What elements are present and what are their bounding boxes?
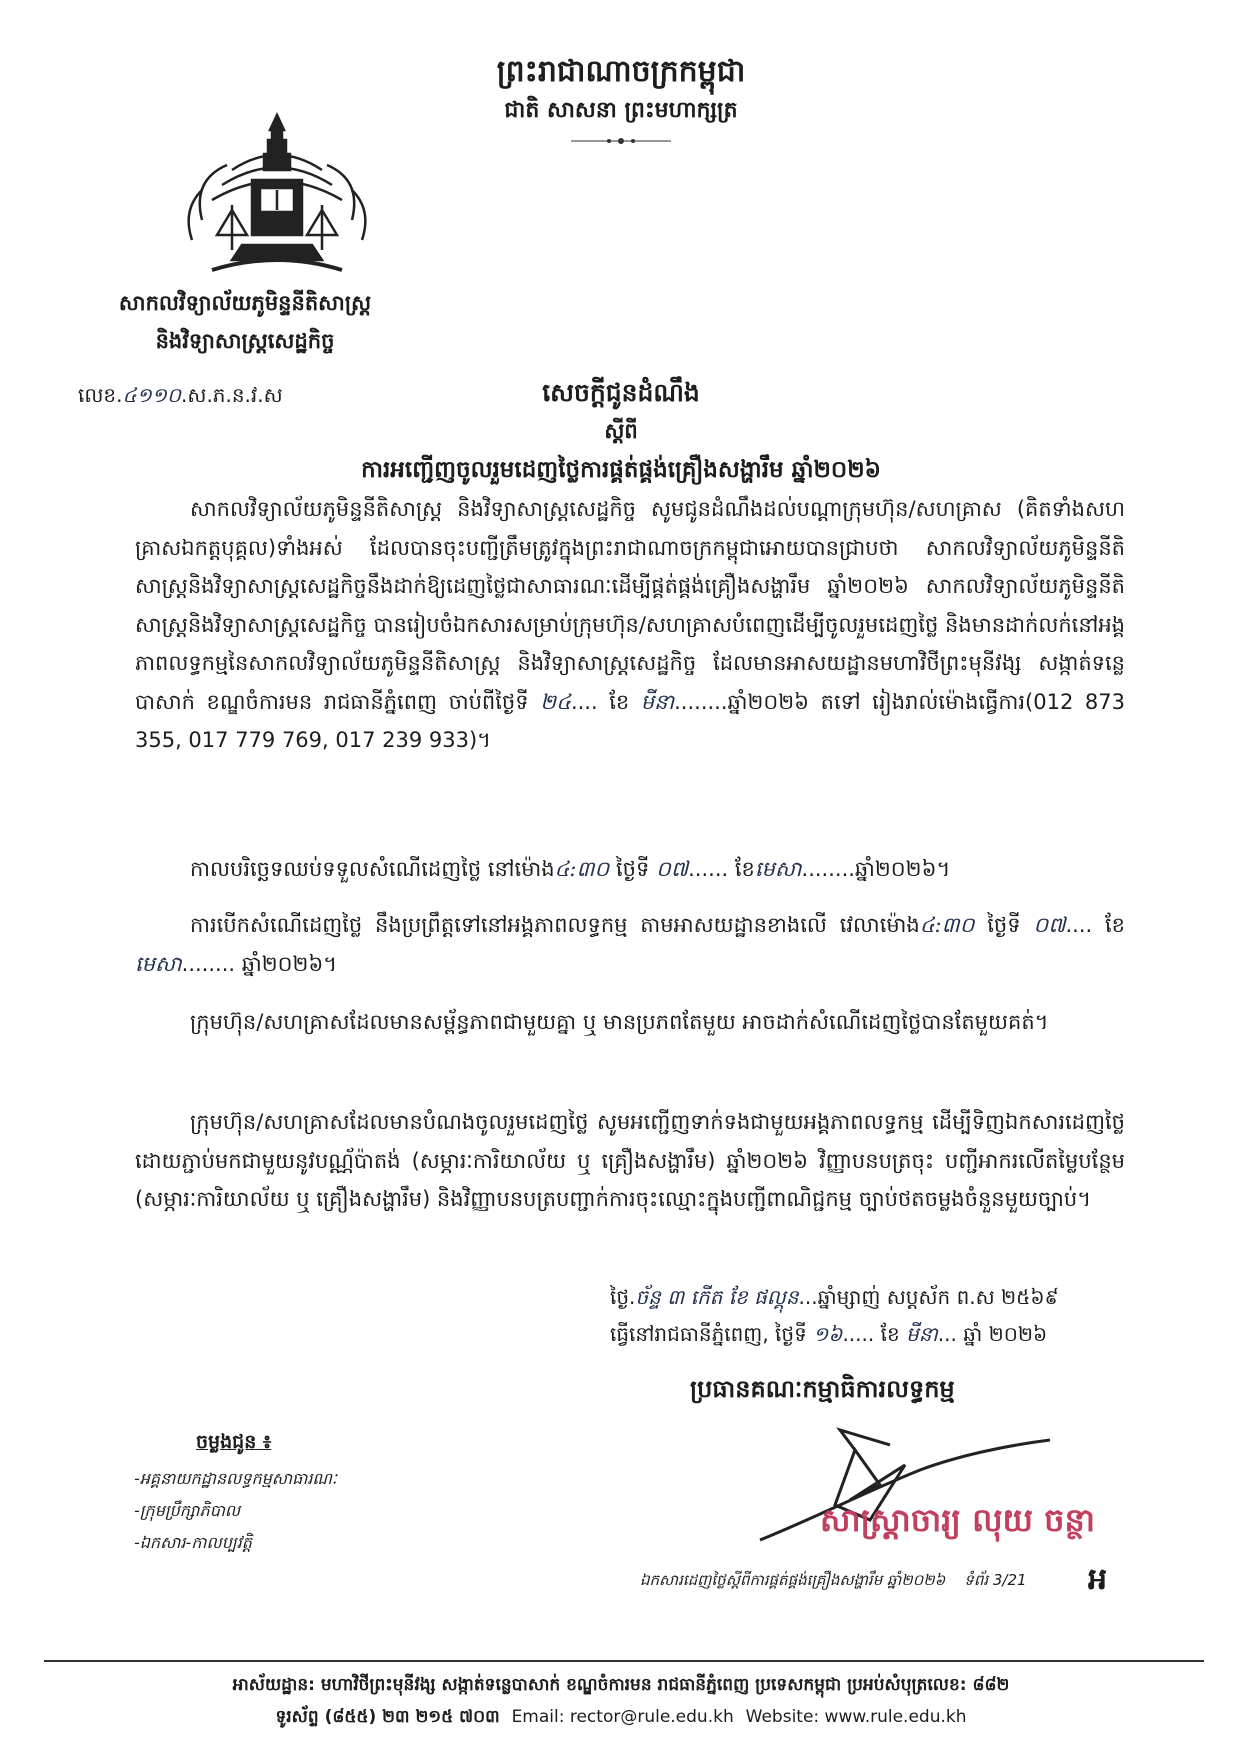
place-tail: ឆ្នាំ ២០២៦ [963,1322,1048,1346]
reference-suffix: .ស.ភ.ន.វ.ស [181,383,283,407]
footer-website: Website: www.rule.edu.kh [745,1707,967,1727]
lunar-tail: ឆ្នាំម្សាញ់ សប្តស័ក ព.ស ២៥៦៩ [817,1285,1059,1309]
reference-handwritten-number: ៤១១០ [122,383,182,407]
deadline-tail: ឆ្នាំ២០២៦។ [854,857,951,881]
footer-email: Email: rector@rule.edu.kh [511,1707,734,1727]
paragraph-documents: ក្រុមហ៊ុន/សហគ្រាសដែលមានបំណងចូលរួមដេញថ្លៃ សូមអញ្ជើញទាក់ទងជាមួយអង្គភាពលទ្ធកម្ម ដើម្បីទិញឯកសារដេញថ្លៃ ដោយភ្ជាប់មកជាមួយនូវបណ្ណ័ប៉ាតង់ (សម្ភារៈការិយាល័យ ឬ គ្រឿងសង្ហារឹម) ឆ្នាំ២០២៦ វិញ្ញាបនបត្រចុះ បញ្ជីអាករលើតម្លៃបន្ថែម (សម្ភារៈការិយាល័យ ឬ គ្រឿងសង្ហារឹម) និងវិញ្ញាបនបត្របញ្ជាក់ការចុះឈ្មោះក្នុងបញ្ជីពាណិជ្ជកម្ម ច្បាប់ថតចម្លងចំនួនមួយច្បាប់។ [135,1110,1125,1211]
deadline-time-handwritten: ៤:៣០ [554,857,610,881]
lunar-date: ថ្ងៃ.ច័ន្ទ ៣ កើត ខែ ផល្គុន...ឆ្នាំម្សាញ់ សប្តស័ក ព.ស ២៥៦៩ [610,1285,1059,1309]
footnote-text: ឯកសារដេញថ្លៃស្តីពីការផ្គត់ផ្គង់គ្រឿងសង្ហារឹម ឆ្នាំ២០២៦ [640,1571,946,1589]
page-number: ទំព័រ 3/21 [964,1571,1027,1589]
kingdom-title: ព្រះរាជាណាចក្រកម្ពុជា [496,54,746,89]
cc-item: -ក្រុមប្រឹក្សាភិបាល [134,1501,241,1520]
page-initial-mark: អ [1088,1562,1108,1597]
paragraph-opening: ការបើកសំណើដេញថ្លៃ នឹងប្រព្រឹត្តទៅនៅអង្គភាពលទ្ធកម្ម តាមអាសយដ្ឋានខាងលើ វេលាម៉ោង៤:៣០ ថ្ងៃទី ០៧.... ខែ មេសា........ ឆ្នាំ២០២៦។ [135,913,1125,976]
signatory-title: ប្រធានគណៈកម្មាធិការលទ្ធកម្ម [690,1375,955,1403]
notice-title: សេចក្តីជូនដំណឹង [542,378,700,407]
footer-phone: ទូរស័ព្ទ (៨៥៥) ២៣ ២១៥ ៧០៣ [275,1707,500,1727]
signatory-name: សាស្ត្រាចារ្យ លុយ ចន្ថា [820,1501,1095,1539]
opening-month-label: ខែ [1104,913,1125,937]
lunar-prefix: ថ្ងៃ. [610,1285,636,1309]
sender-name-line1: សាកលវិទ្យាល័យភូមិន្ទនីតិសាស្ត្រ [118,291,372,315]
document-footnote [640,1571,1027,1593]
paragraph-affiliation: ក្រុមហ៊ុន/សហគ្រាសដែលមានសម្ព័ន្ធភាពជាមួយគ្នា ឬ មានប្រភពតែមួយ អាចដាក់សំណើដេញថ្លៃបានតែមួយគត់។ [190,1010,1049,1034]
place-month-handwritten: មីនា [906,1322,938,1346]
opening-tail: ឆ្នាំ២០២៦។ [241,951,338,976]
reference-prefix: លេខ. [78,383,123,407]
paragraph-deadline: កាលបរិច្ឆេទឈប់ទទួលសំណើដេញថ្លៃ នៅម៉ោង៤:៣០ ថ្ងៃទី ០៧...... ខែមេសា........ឆ្នាំ២០២៦។ [190,857,951,881]
opening-day-label: ថ្ងៃទី [987,913,1021,937]
footer-divider [44,1660,1204,1662]
opening-time-handwritten: ៤:៣០ [919,913,975,937]
place-month-label: ខែ [880,1322,900,1346]
footer-address: អាស័យដ្ឋាន: មហាវិថីព្រះមុនីវង្ស សង្កាត់ទន្លេបាសាក់ ខណ្ឌចំការមន រាជធានីភ្នំពេញ ប្រទេសកម្ពុជា ប្រអប់សំបុត្រលេខ: ៨៨២ [232,1675,1010,1695]
lunar-date-handwritten: ច័ន្ទ ៣ កើត ខែ ផល្គុន [635,1285,799,1309]
deadline-text: កាលបរិច្ឆេទឈប់ទទួលសំណើដេញថ្លៃ នៅម៉ោង [190,857,555,881]
deadline-day-handwritten: ០៧ [656,857,689,881]
start-month-label: ខែ [609,689,630,714]
intro-tail: ឆ្នាំ២០២៦ តទៅ រៀងរាល់ម៉ោងធ្វើការ(012 873 355, 017 779 769, 017 239 933)។ [135,689,1125,752]
notice-about: ស្តីពី [604,419,638,443]
ornament-divider [571,137,671,145]
cc-item: -អគ្គនាយកដ្ឋានលទ្ធកម្មសាធារណៈ [134,1469,337,1488]
place-date: ធ្វើនៅរាជធានីភ្នំពេញ, ថ្ងៃទី ១៦..... ខែ មីនា... ឆ្នាំ ២០២៦ [610,1322,1048,1346]
notice-subject: ការអញ្ជើញចូលរួមដេញថ្លៃការផ្គត់ផ្គង់គ្រឿងសង្ហារឹម ឆ្នាំ២០២៦ [361,457,881,483]
university-emblem-icon [172,110,382,285]
place-prefix: ធ្វើនៅរាជធានីភ្នំពេញ, ថ្ងៃទី [610,1322,807,1346]
cc-title: ចម្លងជូន ៖ [196,1431,272,1453]
place-day-handwritten: ១៦ [813,1322,843,1346]
sender-name-line2: និងវិទ្យាសាស្ត្រសេដ្ឋកិច្ច [155,329,335,353]
start-day-handwritten: ២៤ [540,689,571,714]
deadline-day-label: ថ្ងៃទី [616,857,650,881]
opening-day-handwritten: ០៧ [1033,913,1066,937]
cc-item: -ឯកសារ-កាលប្បវត្តិ [134,1533,252,1552]
national-motto: ជាតិ សាសនា ព្រះមហាក្សត្រ [504,98,738,123]
opening-month-handwritten: មេសា [135,951,182,976]
intro-text: សាកលវិទ្យាល័យភូមិន្ទនីតិសាស្ត្រ និងវិទ្យាសាស្ត្រសេដ្ឋកិច្ច សូមជូនដំណឹងដល់បណ្តាក្រុមហ៊ុន/សហគ្រាស (គិតទាំងសហគ្រាសឯកត្តបុគ្គល)ទាំងអស់ ដែលបានចុះបញ្ជីត្រឹមត្រូវក្នុងព្រះរាជាណាចក្រកម្ពុជាអោយបានជ្រាបថា សាកលវិទ្យាល័យភូមិន្ទនីតិសាស្ត្រនិងវិទ្យាសាស្ត្រសេដ្ឋកិច្ចនឹងដាក់ឱ្យដេញថ្លៃជាសាធារណៈដើម្បីផ្គត់ផ្គង់គ្រឿងសង្ហារឹម ឆ្នាំ២០២៦ សាកលវិទ្យាល័យភូមិន្ទនីតិសាស្ត្រនិងវិទ្យាសាស្ត្រសេដ្ឋកិច្ច បានរៀបចំឯកសារសម្រាប់ក្រុមហ៊ុន/សហគ្រាសបំពេញដើម្បីចូលរួមដេញថ្លៃ និងមានដាក់លក់នៅអង្គភាពលទ្ធកម្មនៃសាកលវិទ្យាល័យភូមិន្ទនីតិសាស្ត្រ និងវិទ្យាសាស្ត្រសេដ្ឋកិច្ច ដែលមានអាសយដ្ឋានមហាវិថីព្រះមុនីវង្ស សង្កាត់ទន្លេបាសាក់ ខណ្ឌចំការមន រាជធានីភ្នំពេញ ចាប់ពីថ្ងៃទី [135,497,1125,714]
deadline-month-label: ខែ [734,857,755,881]
opening-text: ការបើកសំណើដេញថ្លៃ នឹងប្រព្រឹត្តទៅនៅអង្គភាពលទ្ធកម្ម តាមអាសយដ្ឋានខាងលើ វេលាម៉ោង [190,913,920,937]
paragraph-intro: សាកលវិទ្យាល័យភូមិន្ទនីតិសាស្ត្រ និងវិទ្យាសាស្ត្រសេដ្ឋកិច្ច សូមជូនដំណឹងដល់បណ្តាក្រុមហ៊ុន/សហគ្រាស (គិតទាំងសហគ្រាសឯកត្តបុគ្គល)ទាំងអស់ ដែលបានចុះបញ្ជីត្រឹមត្រូវក្នុងព្រះរាជាណាចក្រកម្ពុជាអោយបានជ្រាបថា សាកលវិទ្យាល័យភូមិន្ទនីតិសាស្ត្រនិងវិទ្យាសាស្ត្រសេដ្ឋកិច្ចនឹងដាក់ឱ្យដេញថ្លៃជាសាធារណៈដើម្បីផ្គត់ផ្គង់គ្រឿងសង្ហារឹម ឆ្នាំ២០២៦ សាកលវិទ្យាល័យភូមិន្ទនីតិសាស្ត្រនិងវិទ្យាសាស្ត្រសេដ្ឋកិច្ច បានរៀបចំឯកសារសម្រាប់ក្រុមហ៊ុន/សហគ្រាសបំពេញដើម្បីចូលរួមដេញថ្លៃ និងមានដាក់លក់នៅអង្គភាពលទ្ធកម្មនៃសាកលវិទ្យាល័យភូមិន្ទនីតិសាស្ត្រ និងវិទ្យាសាស្ត្រសេដ្ឋកិច្ច ដែលមានអាសយដ្ឋានមហាវិថីព្រះមុនីវង្ស សង្កាត់ទន្លេបាសាក់ ខណ្ឌចំការមន រាជធានីភ្នំពេញ ចាប់ពីថ្ងៃទី ២៤.... ខែ មីនា........ឆ្នាំ២០២៦ តទៅ រៀងរាល់ម៉ោងធ្វើការ(012 873 355, 017 779 769, 017 239 933)។ [135,497,1125,752]
start-month-handwritten: មីនា [640,689,675,714]
deadline-month-handwritten: មេសា [754,857,802,881]
footer-contact [0,1706,1242,1731]
